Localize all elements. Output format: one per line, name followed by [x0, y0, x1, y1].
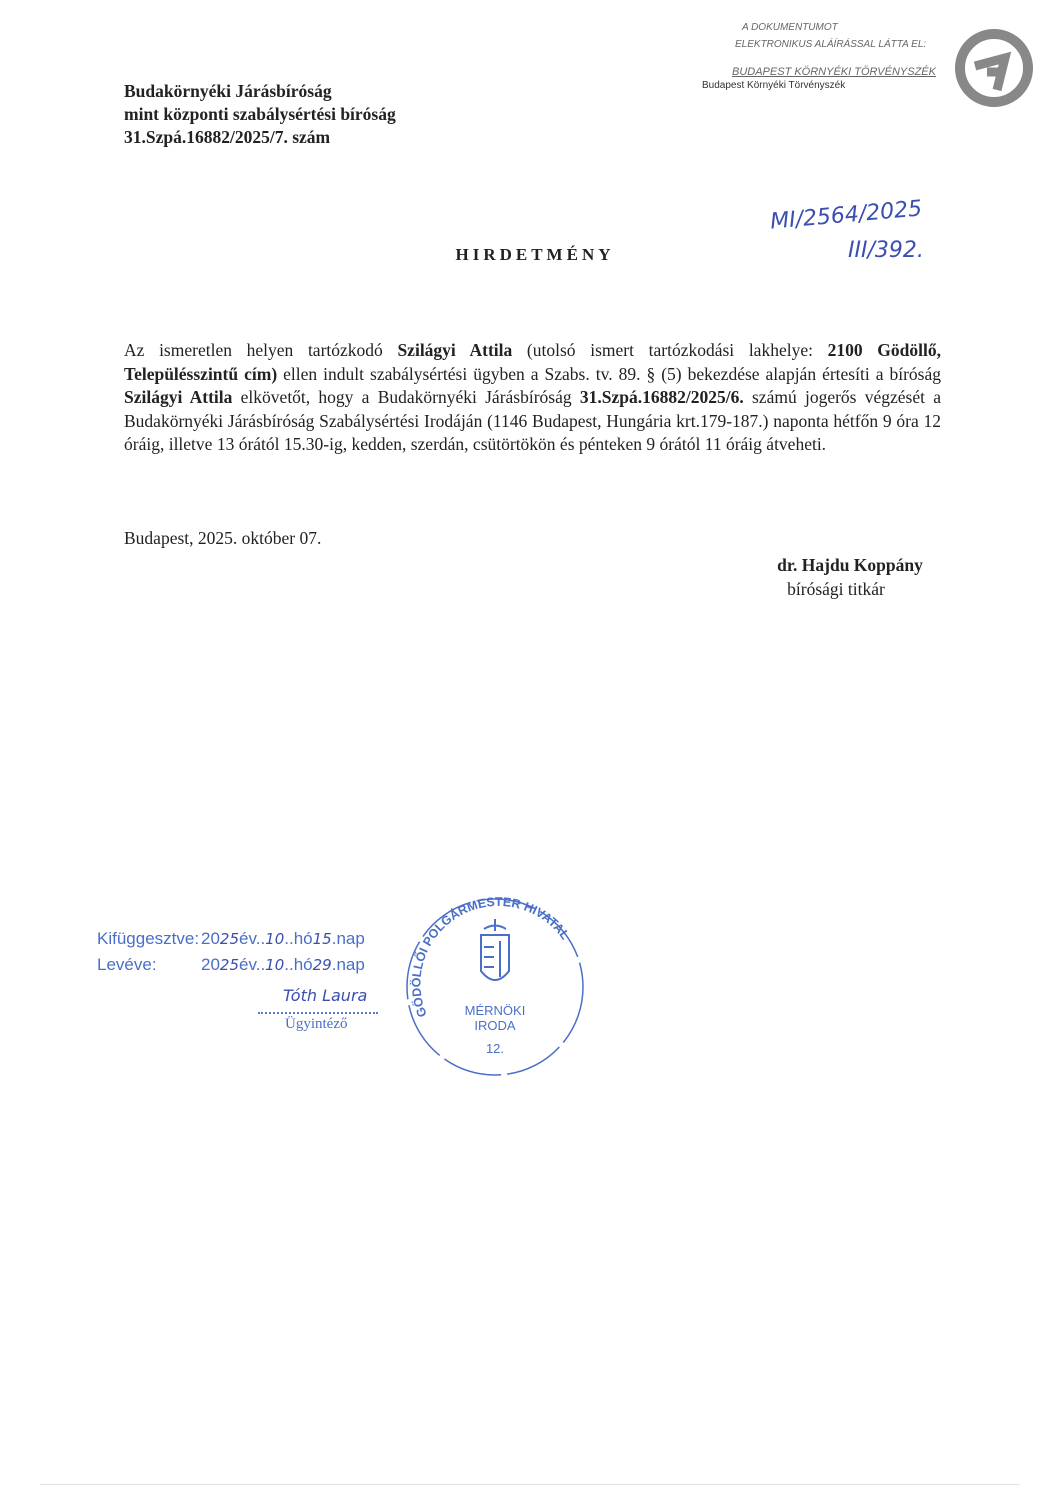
nap-label: nap [336, 955, 365, 974]
case-number: 31.Szpá.16882/2025/7. szám [124, 127, 331, 147]
stamp-line1: MÉRNÖKI [464, 1003, 526, 1018]
document-title: HIRDETMÉNY [455, 245, 615, 264]
court-header [124, 80, 396, 149]
signer-title: bírósági titkár [787, 579, 885, 599]
decision-ref: 31.Szpá.16882/2025/6. [579, 387, 744, 407]
ev-label: év [239, 955, 256, 974]
e-signature-block [690, 22, 950, 91]
e-sign-line1: A DOKUMENTUMOT [742, 22, 838, 33]
ho-label: hó [293, 955, 313, 974]
body-text: ellen indult szabálysértési ügyben a Szabs. tv. 89. § (5) bekezdése alapján értesíti a bíróság [277, 363, 941, 384]
court-name: Budakörnyéki Járásbíróság [124, 81, 332, 101]
posted-line: Kifüggesztve: 2025év..10..hó15.nap [97, 929, 365, 948]
stamp-number: 12. [485, 1041, 505, 1056]
address: 2100 Gödöllő, Településszintű cím) [124, 340, 941, 384]
stamp-line2: IRODA [474, 1018, 516, 1033]
body-text: (utolsó ismert tartózkodási lakhelye: [512, 340, 828, 360]
stamp-ring-text: GÖDÖLLŐI POLGÁRMESTER HIVATAL [409, 895, 573, 1019]
handwritten-ref-1: MI/2564/2025 [769, 196, 924, 235]
body-text: elkövetőt, hogy a Budakörnyéki Járásbíróság [232, 387, 580, 407]
removed-day: 29 [312, 956, 332, 974]
ev-label: év [239, 929, 256, 948]
officer-signature: Tóth Laura [283, 986, 368, 1005]
court-role: mint központi szabálysértési bíróság [124, 104, 396, 124]
body-paragraph [124, 339, 941, 457]
handwritten-ref-2: III/392. [848, 238, 924, 263]
body-text: Az ismeretlen helyen tartózkodó [124, 340, 398, 360]
person-name: Szilágyi Attila [124, 387, 233, 407]
signer-name: dr. Hajdu Koppány [777, 555, 923, 575]
officer-label: Ügyintéző [285, 1016, 348, 1032]
date-line: Budapest, 2025. október 07. [124, 528, 322, 548]
page-edge-line [40, 1484, 1020, 1485]
posted-year: 25 [219, 930, 240, 948]
removed-line: Levéve: 2025év..10..hó29.nap [97, 955, 365, 974]
coat-of-arms-icon [481, 919, 509, 980]
person-name: Szilágyi Attila [397, 340, 513, 360]
year-prefix: 20 [201, 955, 220, 974]
e-sign-court-caps: BUDAPEST KÖRNYÉKI TÖRVÉNYSZÉK [732, 66, 936, 78]
body-text: számú jogerős végzését a Budakörnyéki Járásbíróság Szabálysértési Irodáján (1146 Budapest, Hungária krt.179-187.) naponta hétfőn 9 óra 12 óráig, illetve 13 órától 15.30-ig, kedden, szerdán, csütörtökön és pénteken 9 órától 11 óráig átveheti. [124, 387, 942, 454]
posted-day: 15 [312, 930, 332, 948]
posted-month: 10 [265, 930, 285, 948]
e-sign-line2: ELEKTRONIKUS ALÁÍRÁSSAL LÁTTA EL: [735, 39, 927, 50]
nap-label: nap [336, 929, 365, 948]
court-logo-icon [953, 28, 1035, 108]
removed-year: 25 [219, 956, 240, 974]
posted-label: Kifüggesztve: [97, 929, 200, 948]
office-stamp [405, 895, 585, 1080]
removed-label: Levéve: [97, 955, 157, 974]
removed-month: 10 [265, 956, 285, 974]
signer-block [700, 553, 1000, 601]
ho-label: hó [293, 929, 313, 948]
e-sign-court: Budapest Környéki Törvényszék [702, 80, 846, 91]
year-prefix: 20 [201, 929, 220, 948]
signature-line [258, 1012, 378, 1014]
